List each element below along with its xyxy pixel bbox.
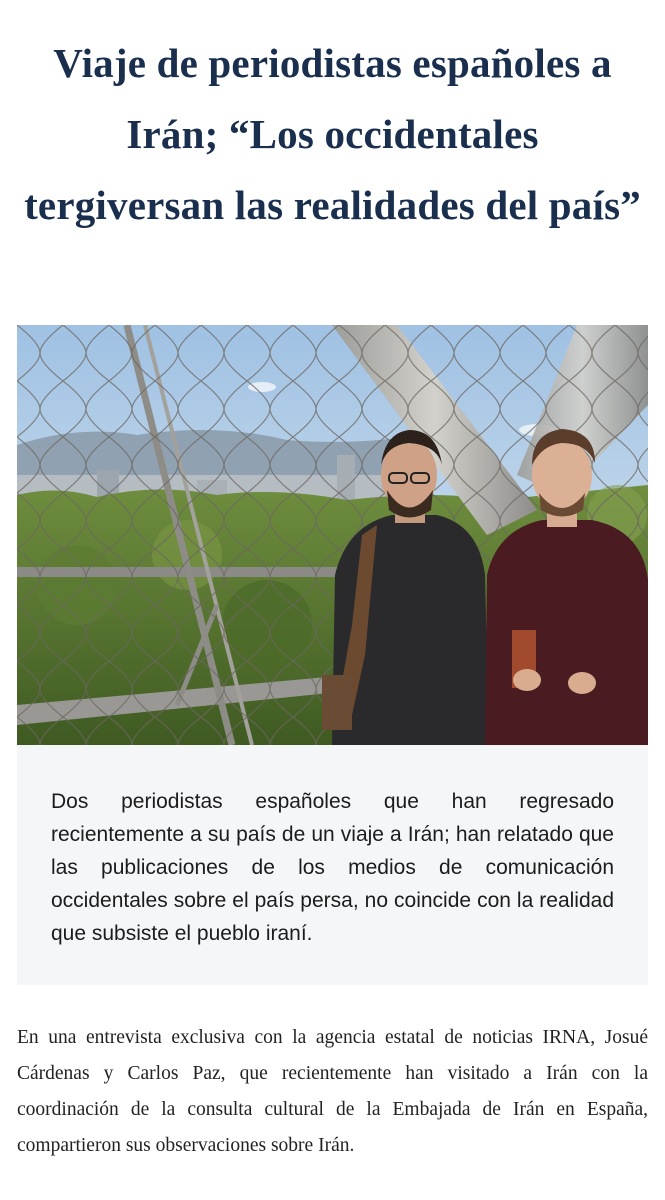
lead-summary-box bbox=[17, 745, 648, 985]
article-headline: Viaje de periodistas españoles a Irán; “Los occidentales tergiversan las realidades del país” bbox=[24, 40, 641, 228]
article-photo bbox=[17, 325, 648, 745]
lead-summary-text: Dos periodistas españoles que han regresado recientemente a su país de un viaje a Irán; han relatado que las publicaciones de los medios de comunicación occidentales sobre el país persa, no coincide con la realidad que subsiste el pueblo iraní. bbox=[51, 790, 614, 945]
article-body-paragraph: En una entrevista exclusiva con la agencia estatal de noticias IRNA, Josué Cárdenas y Carlos Paz, que recientemente han visitado a Irán con la coordinación de la consulta cultural de la Embajada de Irán en España, compartieron sus observaciones sobre Irán. bbox=[17, 1027, 648, 1156]
